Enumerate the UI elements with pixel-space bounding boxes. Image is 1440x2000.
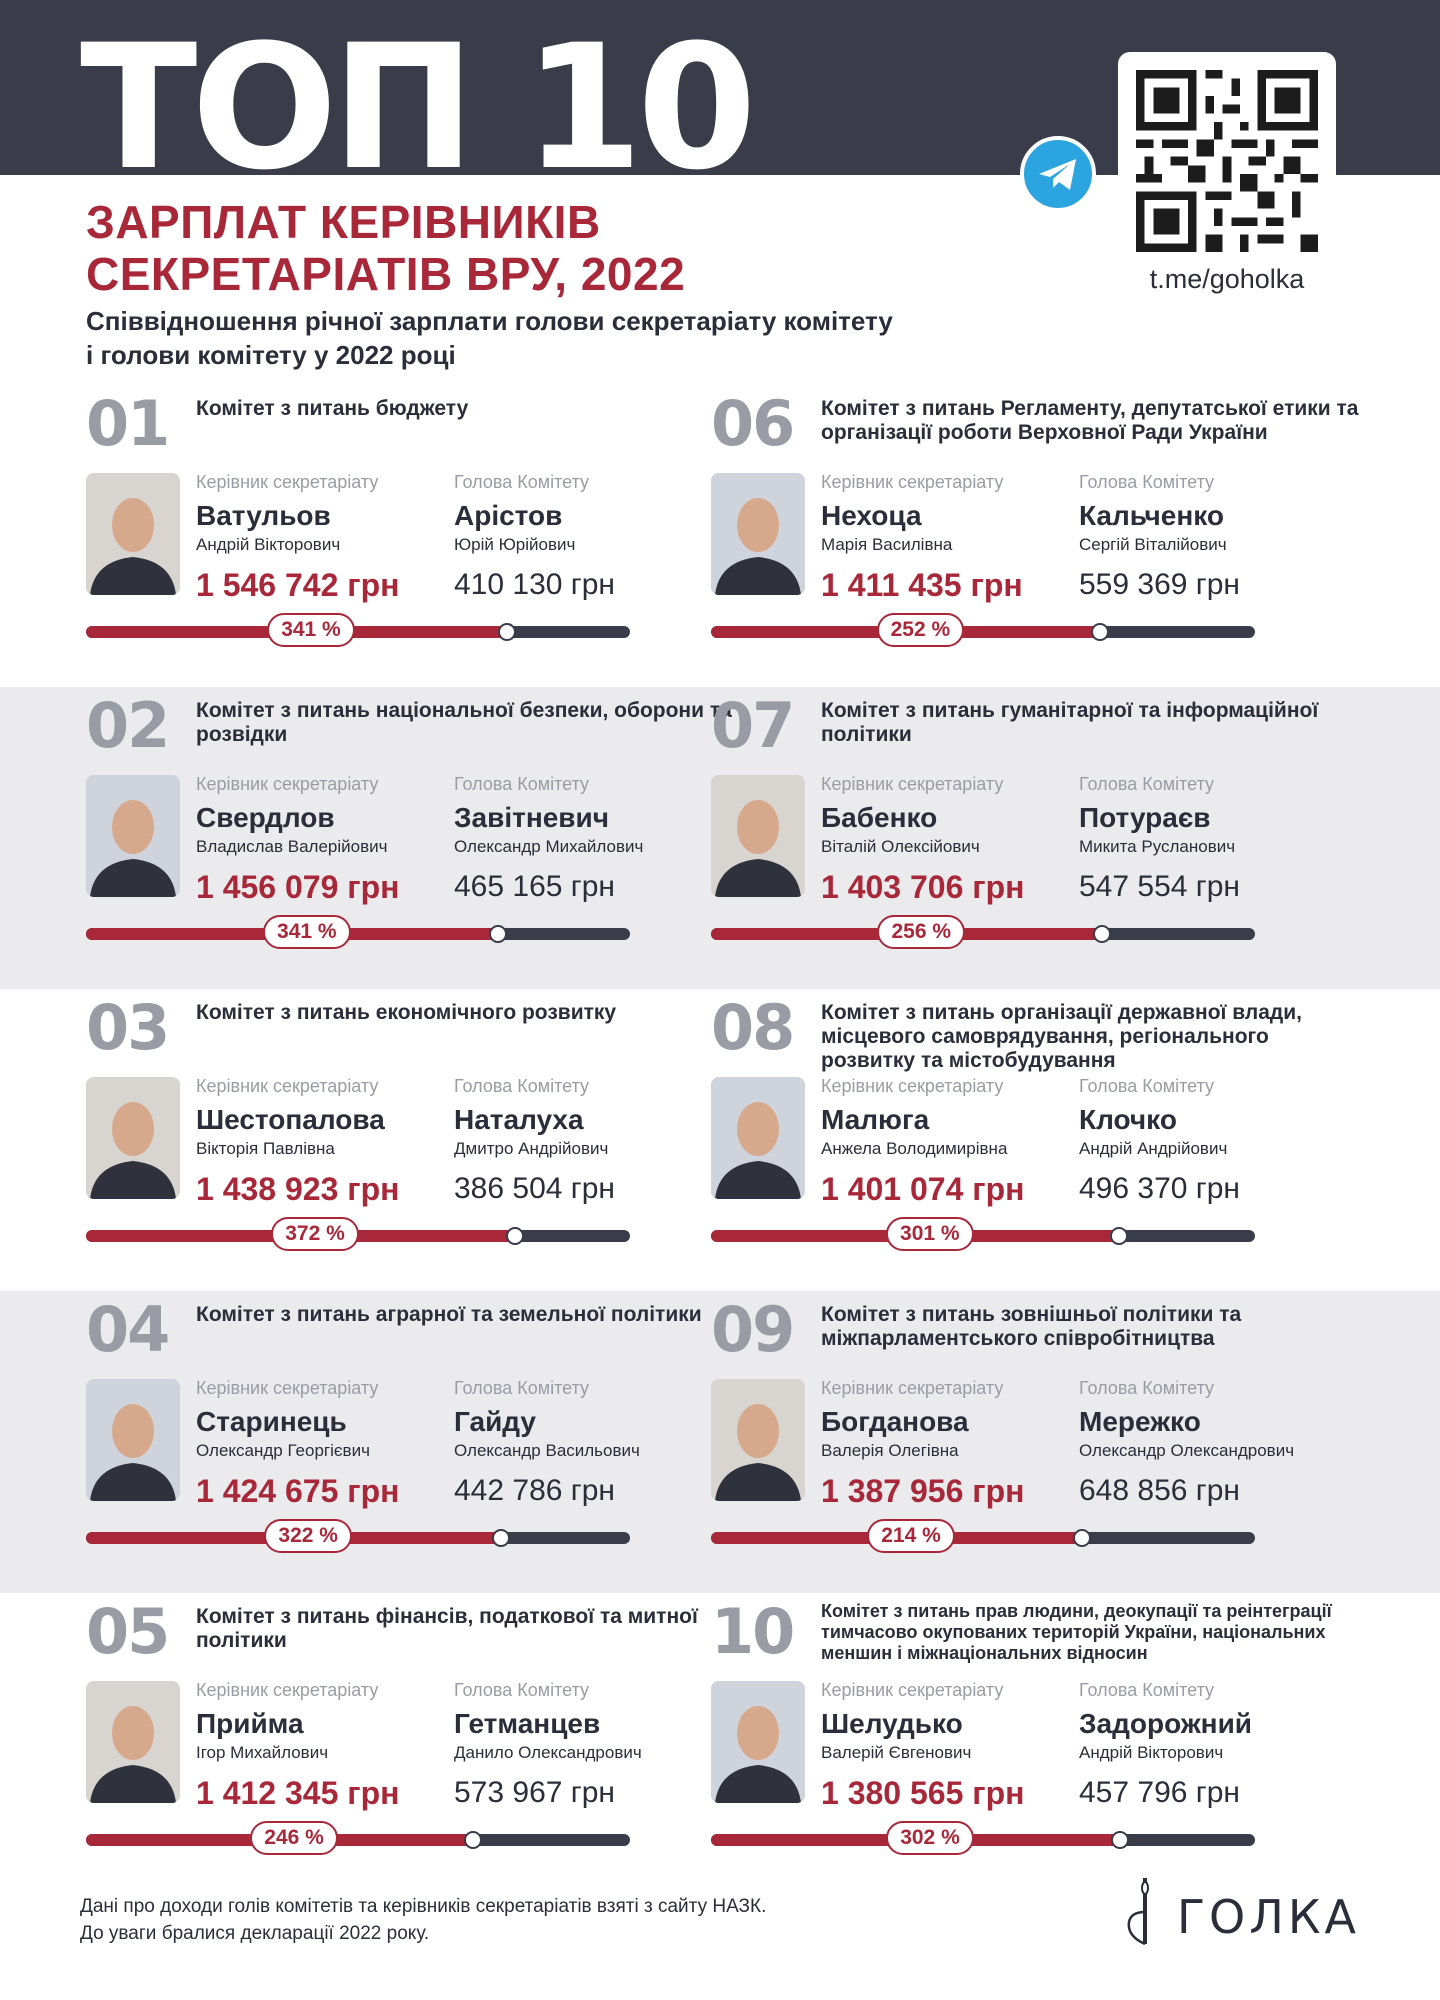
head-role-label: Голова Комітету bbox=[1079, 472, 1215, 492]
secretariat-photo bbox=[86, 1681, 180, 1803]
ratio-badge: 301 % bbox=[886, 1217, 974, 1251]
ratio-bar bbox=[711, 1826, 1255, 1849]
head-role-label: Голова Комітету bbox=[454, 1680, 590, 1700]
ranking-entry bbox=[711, 385, 1359, 687]
rank-number: 01 bbox=[86, 387, 169, 460]
secretariat-salary: 1 412 345 грн bbox=[196, 1775, 400, 1811]
head-given-name: Андрій Вікторович bbox=[1079, 1743, 1224, 1762]
head-salary: 573 967 грн bbox=[454, 1776, 615, 1809]
secretariat-given-name: Владислав Валерійович bbox=[196, 837, 388, 856]
ratio-bar bbox=[86, 1222, 630, 1245]
secretariat-surname: Шелудько bbox=[821, 1708, 963, 1739]
qr-code-icon[interactable] bbox=[1118, 52, 1336, 270]
title-line-2: СЕКРЕТАРІАТІВ ВРУ, 2022 bbox=[86, 248, 686, 300]
ranking-entry bbox=[711, 1593, 1331, 1895]
rank-number: 04 bbox=[86, 1293, 169, 1366]
ratio-bar-marker bbox=[1110, 1227, 1128, 1245]
page-subtitle bbox=[86, 304, 966, 372]
secretariat-head-info bbox=[196, 1377, 399, 1511]
head-salary: 547 554 грн bbox=[1079, 870, 1240, 903]
rank-number: 07 bbox=[711, 689, 794, 762]
secretariat-salary: 1 387 956 грн bbox=[821, 1473, 1025, 1509]
secretariat-given-name: Марія Василівна bbox=[821, 535, 953, 554]
head-surname: Завітневич bbox=[454, 802, 609, 833]
ratio-badge: 214 % bbox=[867, 1519, 955, 1553]
head-role-label: Голова Комітету bbox=[454, 1076, 590, 1096]
secretariat-head-info bbox=[821, 773, 1024, 907]
committee-name: Комітет з питань гуманітарної та інформаційної політики bbox=[821, 699, 1319, 746]
secretariat-surname: Свердлов bbox=[196, 802, 335, 833]
head-surname: Задорожний bbox=[1079, 1708, 1253, 1739]
secretariat-given-name: Валерій Євгенович bbox=[821, 1743, 972, 1762]
rank-number: 08 bbox=[711, 991, 794, 1064]
telegram-icon[interactable] bbox=[1020, 136, 1096, 212]
head-given-name: Андрій Андрійович bbox=[1079, 1139, 1228, 1158]
head-salary: 442 786 грн bbox=[454, 1474, 615, 1507]
committee-head-info bbox=[1079, 1377, 1294, 1511]
committee-name: Комітет з питань Регламенту, депутатської етики та організації роботи Верховної Ради України bbox=[821, 397, 1359, 444]
committee-name: Комітет з питань організації державної влади, місцевого самоврядування, регіонального розвитку та містобудування bbox=[821, 1001, 1303, 1072]
secretariat-head-info bbox=[821, 1377, 1024, 1511]
head-role-label: Голова Комітету bbox=[1079, 1076, 1215, 1096]
head-role-label: Голова Комітету bbox=[454, 472, 590, 492]
holka-needle-logo bbox=[1115, 1874, 1360, 1954]
secretariat-role-label: Керівник секретаріату bbox=[821, 1378, 1004, 1398]
head-role-label: Голова Комітету bbox=[454, 1378, 590, 1398]
committee-name: Комітет з питань економічного розвитку bbox=[196, 1001, 617, 1024]
ranking-row bbox=[0, 1593, 1440, 1895]
secretariat-given-name: Ігор Михайлович bbox=[196, 1743, 329, 1762]
committee-head-info bbox=[1079, 1075, 1240, 1209]
secretariat-role-label: Керівник секретаріату bbox=[196, 1680, 379, 1700]
committee-name: Комітет з питань національної безпеки, оборони та розвідки bbox=[196, 699, 732, 746]
secretariat-surname: Богданова bbox=[821, 1406, 969, 1437]
head-surname: Гайду bbox=[454, 1406, 536, 1437]
secretariat-photo bbox=[711, 1681, 805, 1803]
committee-head-info bbox=[454, 471, 615, 605]
ratio-bar bbox=[711, 1222, 1255, 1245]
secretariat-photo bbox=[86, 473, 180, 595]
rank-number: 05 bbox=[86, 1595, 169, 1668]
committee-head-info bbox=[454, 773, 643, 907]
ratio-bar-marker bbox=[498, 623, 516, 641]
secretariat-role-label: Керівник секретаріату bbox=[821, 1680, 1004, 1700]
ratio-badge: 372 % bbox=[271, 1217, 359, 1251]
ratio-bar bbox=[86, 1524, 630, 1547]
committee-name: Комітет з питань аграрної та земельної політики bbox=[196, 1303, 702, 1326]
secretariat-head-info bbox=[196, 1679, 399, 1813]
ranking-row bbox=[0, 687, 1440, 989]
committee-head-info bbox=[454, 1377, 640, 1511]
secretariat-salary: 1 403 706 грн bbox=[821, 869, 1025, 905]
head-given-name: Дмитро Андрійович bbox=[454, 1139, 609, 1158]
ranking-entry bbox=[711, 687, 1331, 989]
ranking-entry bbox=[86, 385, 706, 687]
ratio-bar bbox=[86, 1826, 630, 1849]
secretariat-photo bbox=[711, 473, 805, 595]
secretariat-role-label: Керівник секретаріату bbox=[821, 472, 1004, 492]
logo-text: ГОЛКА bbox=[1177, 1890, 1360, 1944]
secretariat-salary: 1 380 565 грн bbox=[821, 1775, 1025, 1811]
secretariat-salary: 1 411 435 грн bbox=[821, 567, 1023, 603]
head-role-label: Голова Комітету bbox=[454, 774, 590, 794]
secretariat-given-name: Вікторія Павлівна bbox=[196, 1139, 335, 1158]
head-salary: 496 370 грн bbox=[1079, 1172, 1240, 1205]
ratio-bar-marker bbox=[1093, 925, 1111, 943]
rank-number: 02 bbox=[86, 689, 169, 762]
ranking-entry bbox=[86, 687, 732, 989]
ratio-bar-marker bbox=[1111, 1831, 1129, 1849]
secretariat-role-label: Керівник секретаріату bbox=[821, 774, 1004, 794]
head-given-name: Юрій Юрійович bbox=[454, 535, 576, 554]
committee-name: Комітет з питань фінансів, податкової та митної політики bbox=[196, 1605, 698, 1652]
head-given-name: Олександр Васильович bbox=[454, 1441, 640, 1460]
head-role-label: Голова Комітету bbox=[1079, 774, 1215, 794]
head-given-name: Микита Русланович bbox=[1079, 837, 1236, 856]
secretariat-head-info bbox=[196, 471, 399, 605]
committee-head-info bbox=[454, 1679, 642, 1813]
telegram-link[interactable]: t.me/goholka bbox=[1149, 264, 1305, 294]
secretariat-head-info bbox=[196, 1075, 399, 1209]
head-salary: 465 165 грн bbox=[454, 870, 615, 903]
top-10-title: ТОП 10 bbox=[80, 7, 751, 208]
ranking-row bbox=[0, 989, 1440, 1291]
head-salary: 559 369 грн bbox=[1079, 568, 1240, 601]
secretariat-role-label: Керівник секретаріату bbox=[196, 774, 379, 794]
ratio-bar bbox=[711, 1524, 1255, 1547]
head-given-name: Сергій Віталійович bbox=[1079, 535, 1227, 554]
head-surname: Кальченко bbox=[1079, 500, 1225, 531]
ratio-badge: 256 % bbox=[877, 915, 965, 949]
secretariat-given-name: Анжела Володимирівна bbox=[821, 1139, 1008, 1158]
ratio-bar-marker bbox=[1073, 1529, 1091, 1547]
ratio-bar bbox=[711, 920, 1255, 943]
secretariat-given-name: Валерія Олегівна bbox=[821, 1441, 959, 1460]
secretariat-surname: Ватульов bbox=[196, 500, 331, 531]
ratio-badge: 302 % bbox=[886, 1821, 974, 1855]
subtitle-line-2: і голови комітету у 2022 році bbox=[86, 340, 456, 370]
footnote bbox=[80, 1893, 766, 1947]
secretariat-given-name: Віталій Олексійович bbox=[821, 837, 980, 856]
head-given-name: Олександр Михайлович bbox=[454, 837, 644, 856]
head-salary: 457 796 грн bbox=[1079, 1776, 1240, 1809]
committee-name: Комітет з питань бюджету bbox=[196, 397, 469, 420]
ratio-bar-marker bbox=[492, 1529, 510, 1547]
committee-name: Комітет з питань зовнішньої політики та міжпарламентського співробітництва bbox=[821, 1303, 1242, 1350]
ratio-bar bbox=[711, 618, 1255, 641]
committee-head-info bbox=[1079, 1679, 1252, 1813]
ratio-bar bbox=[86, 618, 630, 641]
secretariat-given-name: Олександр Георгієвич bbox=[196, 1441, 370, 1460]
secretariat-surname: Старинець bbox=[196, 1406, 347, 1437]
ratio-badge: 341 % bbox=[267, 613, 355, 647]
head-surname: Потураєв bbox=[1079, 802, 1211, 833]
secretariat-salary: 1 456 079 грн bbox=[196, 869, 400, 905]
rank-number: 06 bbox=[711, 387, 794, 460]
ranking-row bbox=[0, 385, 1440, 687]
head-surname: Наталуха bbox=[454, 1104, 584, 1135]
ratio-badge: 322 % bbox=[264, 1519, 352, 1553]
head-given-name: Олександр Олександрович bbox=[1079, 1441, 1295, 1460]
head-surname: Арістов bbox=[454, 500, 563, 531]
secretariat-salary: 1 401 074 грн bbox=[821, 1171, 1025, 1207]
secretariat-head-info bbox=[196, 773, 399, 907]
head-role-label: Голова Комітету bbox=[1079, 1680, 1215, 1700]
secretariat-surname: Шестопалова bbox=[196, 1104, 385, 1135]
ratio-bar bbox=[86, 920, 630, 943]
secretariat-salary: 1 546 742 грн bbox=[196, 567, 400, 603]
ranking-entry bbox=[86, 989, 706, 1291]
ranking-entry bbox=[86, 1291, 706, 1593]
subtitle-line-1: Співвідношення річної зарплати голови секретаріату комітету bbox=[86, 306, 893, 336]
ratio-bar-marker bbox=[489, 925, 507, 943]
rank-number: 09 bbox=[711, 1293, 794, 1366]
secretariat-head-info bbox=[821, 471, 1023, 605]
head-role-label: Голова Комітету bbox=[1079, 1378, 1215, 1398]
committee-head-info bbox=[1079, 773, 1240, 907]
committee-name: Комітет з питань прав людини, деокупації та реінтеграції тимчасово окупованих територій України, національних меншин і міжнаціональних відносин bbox=[821, 1601, 1332, 1663]
secretariat-surname: Малюга bbox=[821, 1104, 930, 1135]
ratio-bar-marker bbox=[1091, 623, 1109, 641]
ranking-entry bbox=[86, 1593, 706, 1895]
head-salary: 386 504 грн bbox=[454, 1172, 615, 1205]
secretariat-role-label: Керівник секретаріату bbox=[196, 1076, 379, 1096]
secretariat-head-info bbox=[821, 1679, 1024, 1813]
secretariat-given-name: Андрій Вікторович bbox=[196, 535, 341, 554]
head-salary: 410 130 грн bbox=[454, 568, 615, 601]
ranking-entry bbox=[711, 989, 1331, 1291]
head-salary: 648 856 грн bbox=[1079, 1474, 1240, 1507]
secretariat-photo bbox=[86, 1077, 180, 1199]
ratio-bar-marker bbox=[506, 1227, 524, 1245]
footnote-line-2: До уваги бралися декларації 2022 року. bbox=[80, 1923, 430, 1944]
ratio-bar-marker bbox=[464, 1831, 482, 1849]
secretariat-photo bbox=[711, 1379, 805, 1501]
footnote-line-1: Дані про доходи голів комітетів та керівників секретаріатів взяті з сайту НАЗК. bbox=[80, 1896, 767, 1917]
rank-number: 03 bbox=[86, 991, 169, 1064]
secretariat-role-label: Керівник секретаріату bbox=[196, 1378, 379, 1398]
ranking-entry bbox=[711, 1291, 1331, 1593]
secretariat-photo bbox=[711, 775, 805, 897]
secretariat-surname: Бабенко bbox=[821, 802, 938, 833]
ratio-badge: 252 % bbox=[877, 613, 965, 647]
rank-number: 10 bbox=[711, 1595, 794, 1668]
secretariat-role-label: Керівник секретаріату bbox=[821, 1076, 1004, 1096]
page-title bbox=[86, 196, 685, 300]
secretariat-surname: Прийма bbox=[196, 1708, 304, 1739]
title-line-1: ЗАРПЛАТ КЕРІВНИКІВ bbox=[86, 196, 601, 248]
head-surname: Гетманцев bbox=[454, 1708, 601, 1739]
committee-head-info bbox=[1079, 471, 1240, 605]
secretariat-photo bbox=[86, 1379, 180, 1501]
head-surname: Клочко bbox=[1079, 1104, 1177, 1135]
committee-head-info bbox=[454, 1075, 615, 1209]
ratio-badge: 341 % bbox=[263, 915, 351, 949]
secretariat-photo bbox=[711, 1077, 805, 1199]
secretariat-salary: 1 424 675 грн bbox=[196, 1473, 400, 1509]
secretariat-photo bbox=[86, 775, 180, 897]
secretariat-surname: Нехоца bbox=[821, 500, 922, 531]
secretariat-role-label: Керівник секретаріату bbox=[196, 472, 379, 492]
head-given-name: Данило Олександрович bbox=[454, 1743, 642, 1762]
head-surname: Мережко bbox=[1079, 1406, 1201, 1437]
ranking-row bbox=[0, 1291, 1440, 1593]
secretariat-salary: 1 438 923 грн bbox=[196, 1171, 400, 1207]
secretariat-head-info bbox=[821, 1075, 1024, 1209]
ratio-badge: 246 % bbox=[250, 1821, 338, 1855]
